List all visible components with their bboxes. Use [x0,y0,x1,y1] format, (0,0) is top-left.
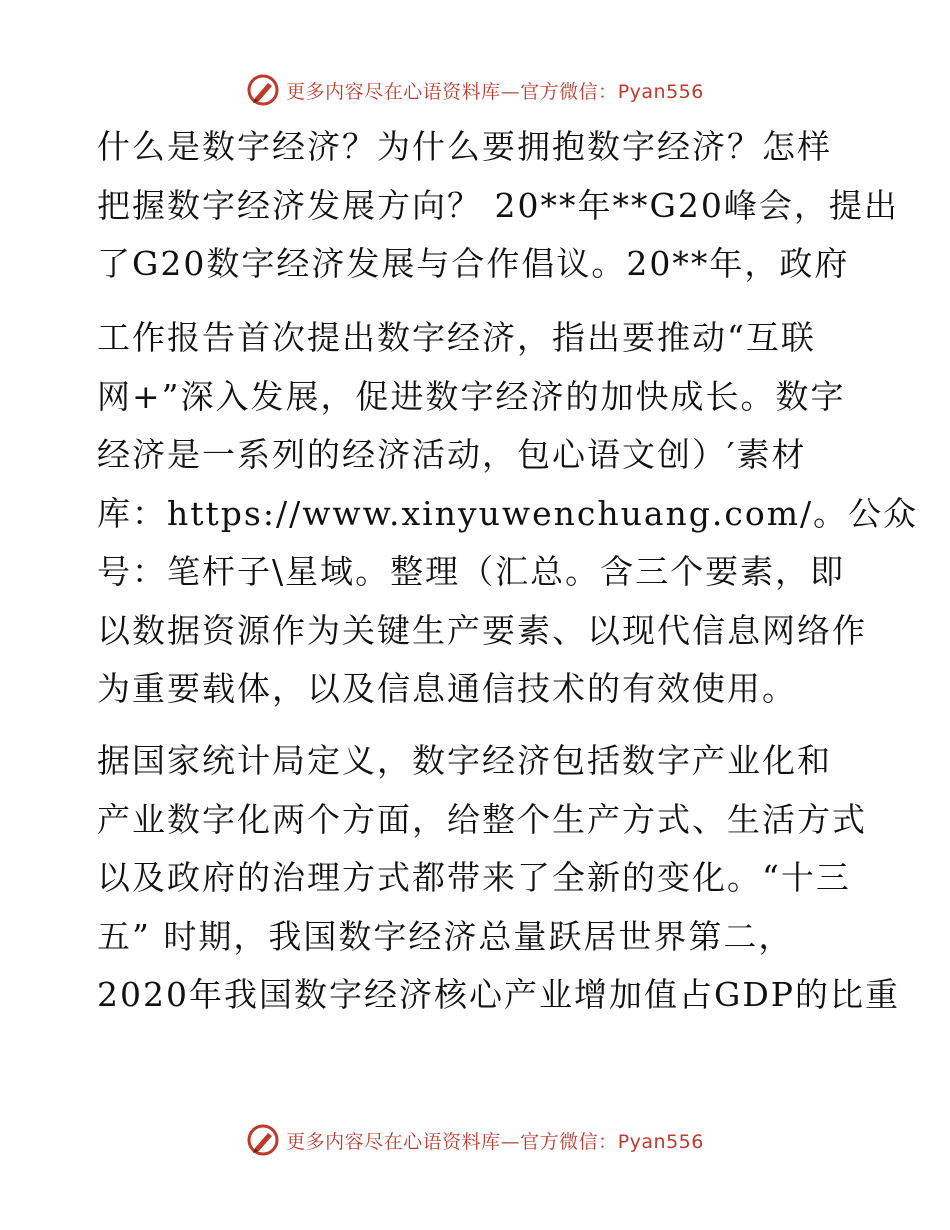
text-line: 库：https://www.xinyuwenchuang.com/。公众 [97,493,919,533]
paragraph-2 [97,309,919,719]
pen-logo-icon [246,1123,280,1157]
text-line: 2020年我国数字经济核心产业增加值占GDP的比重 [97,975,901,1014]
text-line: 了G20数字经济发展与合作倡议。20**年，政府 [97,244,850,283]
text-line: 据国家统计局定义，数字经济包括数字产业化和 [97,741,832,780]
pen-logo-icon [246,73,280,107]
text-line: 以数据资源作为关键生产要素、以现代信息网络作 [97,610,867,650]
watermark-account-id: Pyan556 [617,1130,704,1153]
watermark-account-id: Pyan556 [617,80,704,103]
text-line: 为重要载体，以及信息通信技术的有效使用。 [97,669,797,708]
watermark-account-label: 官方微信： [520,1130,618,1153]
watermark-text [286,1127,704,1154]
paragraph-1 [97,118,899,294]
watermark-account-label: 官方微信： [520,80,618,103]
text-line: 产业数字化两个方面，给整个生产方式、生活方式 [97,799,867,839]
paragraph-3 [97,732,901,1025]
text-line: 号：笔杆子\星域。整理（汇总。含三个要素，即 [97,552,846,591]
watermark-separator: — [500,80,521,103]
text-line: 以及政府的治理方式都带来了全新的变化。“十三 [97,858,851,897]
text-line: 把握数字经济发展方向？ 20**年**G20峰会，提出 [97,185,899,225]
watermark-header [0,70,950,110]
text-line: 什么是数字经济？为什么要拥抱数字经济？怎样 [97,127,832,166]
text-line: 工作报告首次提出数字经济，指出要推动“互联 [97,318,816,357]
text-line: 网+”深入发展，促进数字经济的加快成长。数字 [97,376,846,416]
watermark-title: 更多内容尽在心语资料库 [286,1130,501,1153]
text-line: 经济是一系列的经济活动，包心语文创）′素材 [97,435,807,474]
watermark-text [286,77,704,104]
text-line: 五” 时期，我国数字经济总量跃居世界第二， [97,916,794,956]
watermark-title: 更多内容尽在心语资料库 [286,80,501,103]
watermark-separator: — [500,1130,521,1153]
watermark-footer [0,1120,950,1160]
